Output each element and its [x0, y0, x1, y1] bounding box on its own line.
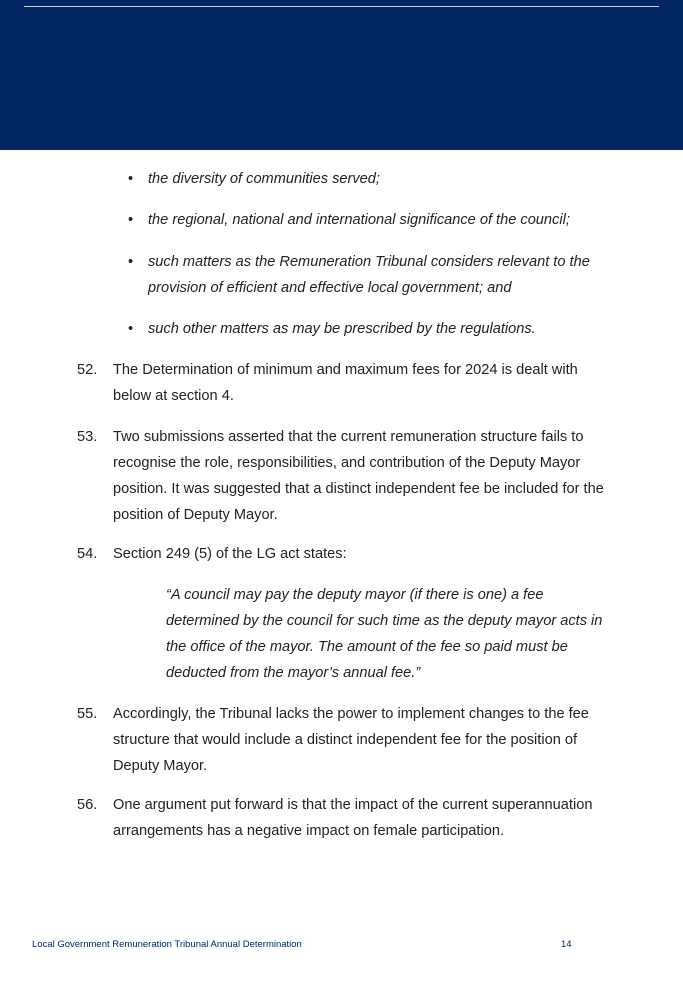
paragraph-text: Section 249 (5) of the LG act states:	[113, 546, 347, 562]
paragraph-text: One argument put forward is that the impact of the current superannuation arrangements has a negative impact on female participation.	[113, 797, 593, 839]
footer-title: Local Government Remuneration Tribunal Annual Determination	[32, 939, 302, 950]
paragraph-number: 54.	[77, 546, 98, 562]
paragraph-text: Accordingly, the Tribunal lacks the power to implement changes to the fee structure that would include a distinct independent fee for the position of Deputy Mayor.	[113, 706, 589, 774]
bullet-item: the regional, national and international significance of the council;	[148, 212, 570, 228]
block-quote: “A council may pay the deputy mayor (if there is one) a fee determined by the council for such time as the deputy mayor acts in the office of the mayor. The amount of the fee so paid must be deducted from the mayor’s annual fee.”	[166, 587, 603, 681]
paragraph-number: 52.	[77, 362, 98, 378]
bullet-marker: •	[128, 212, 134, 228]
paragraph-number: 55.	[77, 706, 98, 722]
bullet-item: the diversity of communities served;	[148, 171, 380, 187]
bullet-marker: •	[128, 171, 134, 187]
bullet-item: such matters as the Remuneration Tribunal considers relevant to the provision of efficient and effective local government; and	[148, 254, 590, 296]
bullet-marker: •	[128, 254, 134, 270]
page-number: 14	[561, 939, 572, 950]
header-band	[0, 0, 683, 150]
paragraph-text: Two submissions asserted that the current remuneration structure fails to recognise the role, responsibilities, and contribution of the Deputy Mayor position. It was suggested that a distinct independent fee be included for the position of Deputy Mayor.	[113, 429, 604, 523]
paragraph-text: The Determination of minimum and maximum fees for 2024 is dealt with below at section 4.	[113, 362, 578, 404]
bullet-item: such other matters as may be prescribed by the regulations.	[148, 321, 536, 337]
header-rule	[24, 6, 659, 7]
paragraph-number: 53.	[77, 429, 98, 445]
bullet-marker: •	[128, 321, 134, 337]
paragraph-number: 56.	[77, 797, 98, 813]
